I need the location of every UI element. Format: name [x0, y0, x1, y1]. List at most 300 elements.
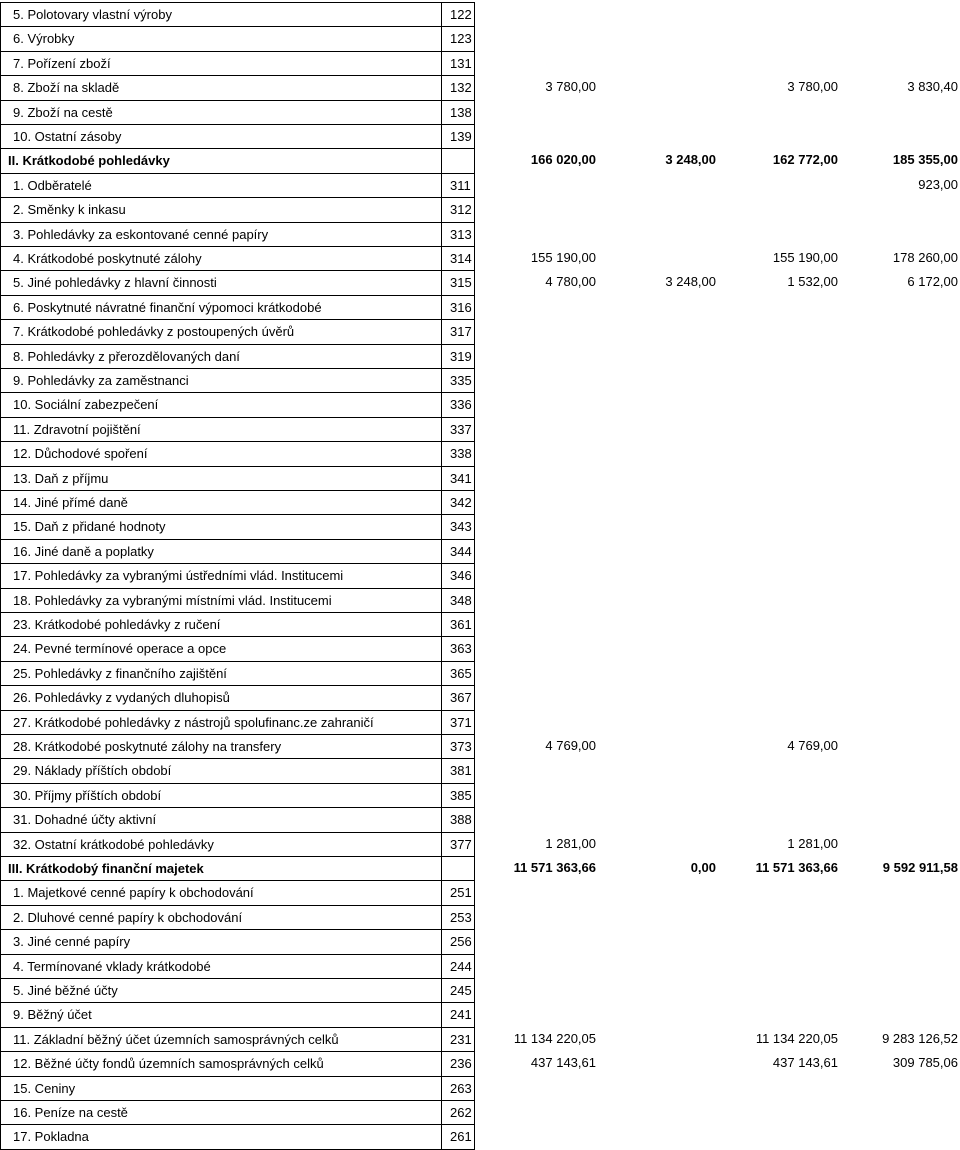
row-label: III. Krátkodobý finanční majetek: [0, 856, 441, 881]
row-label: 32. Ostatní krátkodobé pohledávky: [0, 832, 441, 857]
table-row: [0, 588, 960, 612]
value-brutto: [476, 880, 598, 905]
row-code: 262: [441, 1100, 475, 1125]
row-code: [441, 148, 475, 173]
value-netto: 437 143,61: [772, 1055, 838, 1071]
value-netto: [718, 2, 840, 27]
value-korekce: [598, 490, 718, 515]
value-brutto: [476, 2, 598, 27]
value-netto: [718, 612, 840, 637]
value-korekce: [598, 929, 718, 954]
value-korekce: [598, 514, 718, 539]
value-previous: [840, 758, 960, 783]
value-netto: [718, 1124, 840, 1149]
value-previous: [840, 710, 960, 735]
value-brutto: [476, 197, 598, 222]
value-previous: 6 172,00: [907, 274, 958, 290]
table-row: [0, 1027, 960, 1051]
row-label: 16. Peníze na cestě: [0, 1100, 441, 1125]
value-previous: [840, 612, 960, 637]
table-row: [0, 661, 960, 685]
value-previous: [840, 2, 960, 27]
value-brutto: 166 020,00: [530, 152, 596, 168]
row-label: 29. Náklady příštích období: [0, 758, 441, 783]
value-korekce: [598, 368, 718, 393]
row-label: 23. Krátkodobé pohledávky z ručení: [0, 612, 441, 637]
value-korekce: [598, 124, 718, 149]
value-previous: [840, 1100, 960, 1125]
value-brutto: [476, 466, 598, 491]
value-korekce: [598, 539, 718, 564]
value-korekce: [598, 319, 718, 344]
row-code: 311: [441, 173, 475, 198]
value-netto: [718, 295, 840, 320]
row-code: 377: [441, 832, 475, 857]
row-code: 342: [441, 490, 475, 515]
table-row: [0, 1124, 960, 1148]
table-row: [0, 466, 960, 490]
row-label: 18. Pohledávky za vybranými místními vlád. Institucemi: [0, 588, 441, 613]
value-netto: 11 571 363,66: [755, 860, 838, 875]
table-row: [0, 710, 960, 734]
value-brutto: [476, 100, 598, 125]
row-label: 15. Daň z přidané hodnoty: [0, 514, 441, 539]
value-korekce: [598, 197, 718, 222]
value-netto: [718, 441, 840, 466]
table-row: [0, 832, 960, 856]
value-korekce: [598, 685, 718, 710]
value-netto: [718, 807, 840, 832]
value-netto: [718, 490, 840, 515]
table-row: [0, 344, 960, 368]
value-netto: [718, 1002, 840, 1027]
row-label: 5. Polotovary vlastní výroby: [0, 2, 441, 27]
table-row: [0, 783, 960, 807]
row-code: 344: [441, 539, 475, 564]
value-korekce: 3 248,00: [665, 152, 716, 168]
row-label: 8. Pohledávky z přerozdělovaných daní: [0, 344, 441, 369]
value-brutto: 155 190,00: [530, 250, 596, 265]
value-brutto: [476, 588, 598, 613]
value-previous: [840, 124, 960, 149]
row-code: 261: [441, 1124, 475, 1149]
value-korekce: [598, 1027, 718, 1052]
value-previous: 3 830,40: [907, 79, 958, 95]
value-previous: 923,00: [918, 176, 958, 192]
row-label: 7. Pořízení zboží: [0, 51, 441, 76]
value-brutto: [476, 758, 598, 783]
row-label: 7. Krátkodobé pohledávky z postoupených úvěrů: [0, 319, 441, 344]
table-row: [0, 490, 960, 514]
row-code: 338: [441, 441, 475, 466]
value-korekce: [598, 173, 718, 198]
row-code: 244: [441, 954, 475, 979]
value-previous: [840, 368, 960, 393]
value-korekce: [598, 588, 718, 613]
value-brutto: [476, 26, 598, 51]
value-previous: [840, 734, 960, 759]
row-code: [441, 856, 475, 881]
value-netto: [718, 173, 840, 198]
value-previous: [840, 880, 960, 905]
value-brutto: [476, 807, 598, 832]
value-brutto: [476, 319, 598, 344]
value-netto: [718, 222, 840, 247]
value-brutto: [476, 490, 598, 515]
value-netto: 1 532,00: [787, 274, 838, 290]
value-korekce: [598, 100, 718, 125]
value-korekce: [598, 344, 718, 369]
table-row: [0, 905, 960, 929]
value-previous: [840, 295, 960, 320]
value-brutto: [476, 417, 598, 442]
table-row: [0, 441, 960, 465]
row-label: 28. Krátkodobé poskytnuté zálohy na transfery: [0, 734, 441, 759]
row-code: 388: [441, 807, 475, 832]
value-brutto: 1 281,00: [545, 835, 596, 851]
value-netto: [718, 588, 840, 613]
table-row: [0, 270, 960, 294]
row-code: 335: [441, 368, 475, 393]
table-row: [0, 636, 960, 660]
value-brutto: [476, 514, 598, 539]
table-row: [0, 563, 960, 587]
row-label: 5. Jiné běžné účty: [0, 978, 441, 1003]
row-label: 16. Jiné daně a poplatky: [0, 539, 441, 564]
value-netto: [718, 661, 840, 686]
value-korekce: [598, 783, 718, 808]
row-label: 15. Ceniny: [0, 1076, 441, 1101]
value-previous: [840, 466, 960, 491]
value-previous: [840, 954, 960, 979]
value-netto: [718, 1100, 840, 1125]
value-previous: [840, 197, 960, 222]
value-netto: [718, 368, 840, 393]
value-korekce: [598, 417, 718, 442]
row-code: 361: [441, 612, 475, 637]
table-row: [0, 612, 960, 636]
row-label: 4. Krátkodobé poskytnuté zálohy: [0, 246, 441, 271]
value-netto: [718, 197, 840, 222]
table-row: [0, 539, 960, 563]
value-korekce: 3 248,00: [665, 274, 716, 290]
row-code: 241: [441, 1002, 475, 1027]
row-label: 10. Ostatní zásoby: [0, 124, 441, 149]
value-previous: [840, 978, 960, 1003]
value-korekce: [598, 441, 718, 466]
value-brutto: [476, 612, 598, 637]
value-korekce: [598, 392, 718, 417]
value-previous: [840, 539, 960, 564]
row-label: 30. Příjmy příštích období: [0, 783, 441, 808]
value-korekce: [598, 734, 718, 759]
value-netto: [718, 685, 840, 710]
value-netto: 162 772,00: [772, 152, 838, 168]
table-row: [0, 734, 960, 758]
value-korekce: [598, 807, 718, 832]
value-previous: [840, 100, 960, 125]
value-netto: [718, 710, 840, 735]
value-brutto: [476, 1076, 598, 1101]
row-code: 122: [441, 2, 475, 27]
value-netto: 4 769,00: [787, 738, 838, 753]
value-brutto: [476, 539, 598, 564]
row-label: 10. Sociální zabezpečení: [0, 392, 441, 417]
row-label: 31. Dohadné účty aktivní: [0, 807, 441, 832]
value-previous: [840, 685, 960, 710]
value-netto: 1 281,00: [787, 835, 838, 851]
row-label: 6. Výrobky: [0, 26, 441, 51]
value-brutto: [476, 392, 598, 417]
value-netto: [718, 880, 840, 905]
value-brutto: 3 780,00: [545, 79, 596, 95]
value-previous: [840, 514, 960, 539]
value-previous: [840, 661, 960, 686]
value-korekce: [598, 1076, 718, 1101]
row-label: 6. Poskytnuté návratné finanční výpomoci krátkodobé: [0, 295, 441, 320]
row-code: 337: [441, 417, 475, 442]
row-label: 5. Jiné pohledávky z hlavní činnosti: [0, 270, 441, 295]
row-label: 4. Termínované vklady krátkodobé: [0, 954, 441, 979]
table-row: [0, 880, 960, 904]
row-label: 27. Krátkodobé pohledávky z nástrojů spolufinanc.ze zahraničí: [0, 710, 441, 735]
value-korekce: [598, 1002, 718, 1027]
row-code: 138: [441, 100, 475, 125]
value-brutto: [476, 1124, 598, 1149]
section-row: [0, 856, 960, 880]
table-row: [0, 368, 960, 392]
value-brutto: [476, 905, 598, 930]
value-previous: 178 260,00: [892, 250, 958, 265]
value-previous: 185 355,00: [892, 152, 958, 168]
value-previous: [840, 563, 960, 588]
row-label: 1. Majetkové cenné papíry k obchodování: [0, 880, 441, 905]
row-label: II. Krátkodobé pohledávky: [0, 148, 441, 173]
row-code: 253: [441, 905, 475, 930]
row-code: 367: [441, 685, 475, 710]
value-korekce: [598, 2, 718, 27]
value-previous: 9 592 911,58: [882, 860, 958, 875]
row-label: 8. Zboží na skladě: [0, 75, 441, 100]
value-previous: [840, 905, 960, 930]
value-brutto: [476, 563, 598, 588]
row-label: 3. Pohledávky za eskontované cenné papíry: [0, 222, 441, 247]
row-label: 11. Základní běžný účet územních samosprávných celků: [0, 1027, 441, 1052]
table-row: [0, 1100, 960, 1124]
value-previous: [840, 1076, 960, 1101]
value-brutto: 11 134 220,05: [513, 1030, 596, 1046]
value-netto: [718, 758, 840, 783]
table-row: [0, 2, 960, 26]
value-netto: [718, 514, 840, 539]
row-label: 14. Jiné přímé daně: [0, 490, 441, 515]
value-brutto: [476, 783, 598, 808]
row-code: 139: [441, 124, 475, 149]
value-brutto: [476, 1002, 598, 1027]
value-netto: [718, 124, 840, 149]
value-korekce: [598, 466, 718, 491]
value-korekce: [598, 1051, 718, 1076]
table-row: [0, 26, 960, 50]
value-brutto: 4 780,00: [545, 274, 596, 290]
row-code: 315: [441, 270, 475, 295]
table-row: [0, 685, 960, 709]
table-row: [0, 1002, 960, 1026]
value-previous: 309 785,06: [892, 1055, 958, 1071]
value-brutto: 11 571 363,66: [513, 860, 596, 875]
table-row: [0, 514, 960, 538]
table-row: [0, 758, 960, 782]
value-brutto: [476, 173, 598, 198]
value-brutto: [476, 124, 598, 149]
value-netto: 11 134 220,05: [755, 1030, 838, 1046]
row-label: 9. Pohledávky za zaměstnanci: [0, 368, 441, 393]
value-brutto: [476, 295, 598, 320]
row-label: 9. Běžný účet: [0, 1002, 441, 1027]
value-brutto: [476, 368, 598, 393]
value-netto: [718, 26, 840, 51]
table-row: [0, 929, 960, 953]
row-label: 2. Dluhové cenné papíry k obchodování: [0, 905, 441, 930]
row-code: 385: [441, 783, 475, 808]
row-code: 123: [441, 26, 475, 51]
value-korekce: [598, 1124, 718, 1149]
value-previous: 9 283 126,52: [882, 1030, 958, 1046]
value-netto: [718, 783, 840, 808]
table-row: [0, 1051, 960, 1075]
value-korekce: [598, 832, 718, 857]
value-previous: [840, 392, 960, 417]
value-previous: [840, 222, 960, 247]
table-row: [0, 954, 960, 978]
value-previous: [840, 26, 960, 51]
table-row: [0, 295, 960, 319]
value-brutto: [476, 661, 598, 686]
row-label: 26. Pohledávky z vydaných dluhopisů: [0, 685, 441, 710]
row-code: 251: [441, 880, 475, 905]
value-korekce: [598, 661, 718, 686]
value-korekce: [598, 222, 718, 247]
value-korekce: [598, 295, 718, 320]
row-code: 346: [441, 563, 475, 588]
value-brutto: [476, 1100, 598, 1125]
value-previous: [840, 1124, 960, 1149]
row-code: 363: [441, 636, 475, 661]
value-previous: [840, 319, 960, 344]
value-netto: [718, 929, 840, 954]
value-brutto: 437 143,61: [530, 1055, 596, 1071]
row-label: 11. Zdravotní pojištění: [0, 417, 441, 442]
value-netto: [718, 539, 840, 564]
value-korekce: [598, 75, 718, 100]
value-netto: [718, 392, 840, 417]
value-korekce: [598, 563, 718, 588]
row-code: 236: [441, 1051, 475, 1076]
row-code: 314: [441, 246, 475, 271]
row-code: 312: [441, 197, 475, 222]
value-netto: [718, 100, 840, 125]
value-brutto: [476, 441, 598, 466]
table-row: [0, 124, 960, 148]
value-netto: 3 780,00: [787, 79, 838, 95]
table-row: [0, 246, 960, 270]
row-code: 131: [441, 51, 475, 76]
row-label: 3. Jiné cenné papíry: [0, 929, 441, 954]
value-korekce: [598, 880, 718, 905]
row-label: 12. Běžné účty fondů územních samosprávných celků: [0, 1051, 441, 1076]
value-brutto: [476, 978, 598, 1003]
table-row: [0, 978, 960, 1002]
value-korekce: [598, 612, 718, 637]
value-previous: [840, 490, 960, 515]
row-code: 341: [441, 466, 475, 491]
value-brutto: [476, 929, 598, 954]
value-korekce: [598, 905, 718, 930]
value-previous: [840, 417, 960, 442]
value-netto: [718, 563, 840, 588]
table-row: [0, 392, 960, 416]
table-row: [0, 75, 960, 99]
value-previous: [840, 344, 960, 369]
table-row: [0, 1076, 960, 1100]
value-brutto: [476, 710, 598, 735]
row-code: 371: [441, 710, 475, 735]
value-previous: [840, 1002, 960, 1027]
value-brutto: [476, 954, 598, 979]
row-label: 25. Pohledávky z finančního zajištění: [0, 661, 441, 686]
row-code: 256: [441, 929, 475, 954]
row-code: 336: [441, 392, 475, 417]
value-netto: [718, 1076, 840, 1101]
value-previous: [840, 588, 960, 613]
value-netto: [718, 905, 840, 930]
value-brutto: [476, 51, 598, 76]
value-previous: [840, 832, 960, 857]
value-netto: [718, 978, 840, 1003]
row-label: 17. Pohledávky za vybranými ústředními vlád. Institucemi: [0, 563, 441, 588]
value-previous: [840, 783, 960, 808]
row-code: 231: [441, 1027, 475, 1052]
row-code: 343: [441, 514, 475, 539]
value-korekce: [598, 636, 718, 661]
value-netto: [718, 636, 840, 661]
value-previous: [840, 441, 960, 466]
value-netto: 155 190,00: [772, 250, 838, 265]
row-code: 319: [441, 344, 475, 369]
value-korekce: [598, 1100, 718, 1125]
row-code: 313: [441, 222, 475, 247]
value-brutto: [476, 344, 598, 369]
row-code: 317: [441, 319, 475, 344]
row-label: 13. Daň z příjmu: [0, 466, 441, 491]
value-korekce: [598, 51, 718, 76]
value-previous: [840, 51, 960, 76]
value-korekce: [598, 954, 718, 979]
row-code: 132: [441, 75, 475, 100]
table-row: [0, 807, 960, 831]
row-code: 365: [441, 661, 475, 686]
row-code: 263: [441, 1076, 475, 1101]
row-label: 12. Důchodové spoření: [0, 441, 441, 466]
value-korekce: [598, 26, 718, 51]
table-row: [0, 319, 960, 343]
value-brutto: [476, 685, 598, 710]
value-korekce: 0,00: [690, 860, 716, 875]
row-code: 348: [441, 588, 475, 613]
table-row: [0, 197, 960, 221]
row-label: 1. Odběratelé: [0, 173, 441, 198]
table-row: [0, 100, 960, 124]
